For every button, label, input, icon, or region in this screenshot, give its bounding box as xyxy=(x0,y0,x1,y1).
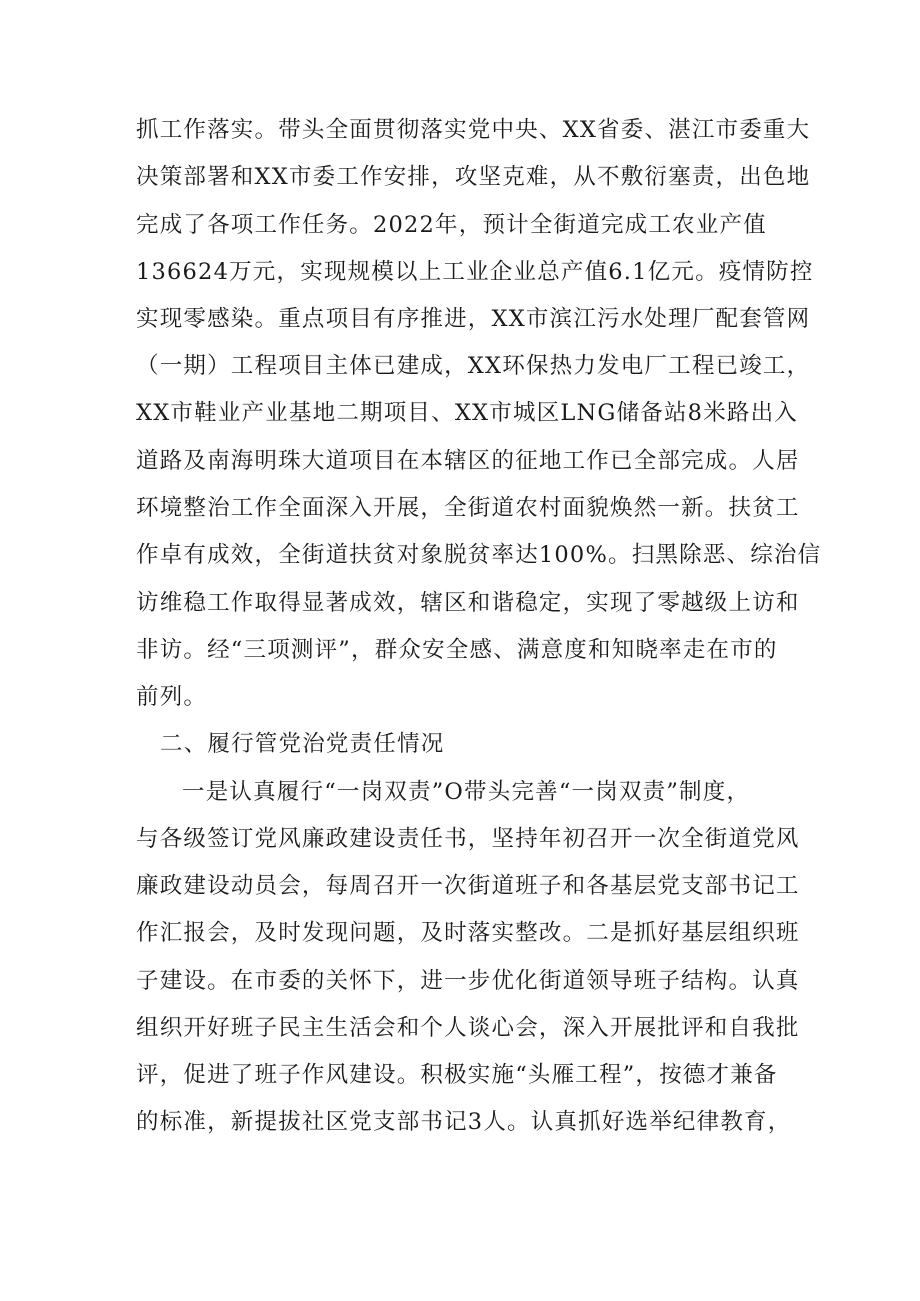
paragraph-line: 环境整治工作全面深入开展，全街道农村面貌焕然一新。扶贫工 xyxy=(136,495,800,521)
paragraph-line: 非访。经“三项测评”，群众安全感、满意度和知晓率走在市的 xyxy=(136,637,778,663)
paragraph-line: 访维稳工作取得显著成效，辖区和谐稳定，实现了零越级上访和 xyxy=(136,590,800,616)
paragraph-line: 组织开好班子民主生活会和个人谈心会，深入开展批评和自我批 xyxy=(136,1015,800,1041)
section-heading: 二、履行管党治党责任情况 xyxy=(160,731,445,757)
paragraph-line: 决策部署和XX市委工作安排，攻坚克难，从不敷衍塞责，出色地 xyxy=(136,164,811,190)
paragraph-line: 作卓有成效，全街道扶贫对象脱贫率达100%。扫黑除恶、综治信 xyxy=(136,542,822,568)
paragraph-line: （一期）工程项目主体已建成，XX环保热力发电厂工程已竣工， xyxy=(136,353,811,379)
paragraph-line: 与各级签订党风廉政建设责任书，坚持年初召开一次全街道党风 xyxy=(136,826,800,852)
paragraph-line: 前列。 xyxy=(136,684,208,710)
paragraph-line: 136624万元，实现规模以上工业企业总产值6.1亿元。疫情防控 xyxy=(136,259,814,285)
paragraph-line: 评，促进了班子作风建设。积极实施“头雁工程”，按德才兼备 xyxy=(136,1062,778,1088)
paragraph-line: 廉政建设动员会，每周召开一次街道班子和各基层党支部书记工 xyxy=(136,873,800,899)
paragraph-line: 作汇报会，及时发现问题，及时落实整改。二是抓好基层组织班 xyxy=(136,920,800,946)
paragraph-line: 实现零感染。重点项目有序推进，XX市滨江污水处理厂配套管网 xyxy=(136,306,811,332)
paragraph-line: 抓工作落实。带头全面贯彻落实党中央、XX省委、湛江市委重大 xyxy=(136,117,811,143)
paragraph-line: 道路及南海明珠大道项目在本辖区的征地工作已全部完成。人居 xyxy=(136,448,800,474)
paragraph-line: 的标准，新提拔社区党支部书记3人。认真抓好选举纪律教育， xyxy=(136,1109,792,1135)
paragraph-line: 子建设。在市委的关怀下，进一步优化街道领导班子结构。认真 xyxy=(136,968,800,994)
paragraph-line: 完成了各项工作任务。2022年，预计全街道完成工农业产值 xyxy=(136,212,767,238)
paragraph-line: XX市鞋业产业基地二期项目、XX市城区LNG储备站8米路出入 xyxy=(136,400,798,426)
paragraph-line: 一是认真履行“一岗双责”O带头完善“一岗双责”制度， xyxy=(182,779,751,805)
